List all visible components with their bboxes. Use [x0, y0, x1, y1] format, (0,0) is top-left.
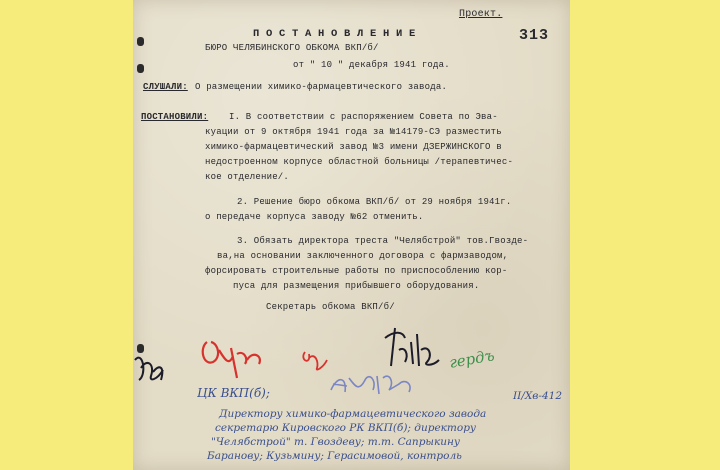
document-date: от " 10 " декабря 1941 года.: [293, 60, 450, 70]
heard-label: СЛУШАЛИ:: [143, 82, 188, 92]
paragraph-line: форсировать строительные работы по приспособлению кор-: [205, 266, 508, 276]
signature-red-small: [303, 352, 327, 370]
document-subtitle: БЮРО ЧЕЛЯБИНСКОГО ОБКОМА ВКП/б/: [205, 43, 379, 53]
draft-label: Проект.: [459, 9, 503, 20]
paragraph-line: 2. Решение бюро обкома ВКП/б/ от 29 ноября 1941г.: [237, 197, 512, 207]
paragraph-line: куации от 9 октября 1941 года за №14179-СЭ разместить: [205, 127, 502, 137]
handwritten-line: Директору химико-фармацевтического завода: [219, 408, 487, 420]
signature-red: [203, 342, 260, 378]
signature-black-left: [135, 358, 163, 380]
paragraph-line: химико-фармацевтический завод №3 имени ДЗЕРЖИНСКОГО в: [205, 142, 502, 152]
resolved-label: ПОСТАНОВИЛИ:: [141, 112, 209, 122]
binding-hole: [137, 37, 144, 46]
signature-line: Секретарь обкома ВКП/б/: [266, 302, 395, 312]
document-number: 313: [519, 27, 550, 44]
handwritten-line: Баранову; Кузьмину; Герасимовой, контроль: [207, 450, 462, 462]
paragraph-line: 3. Обязать директора треста "Челябстрой" тов.Гвозде-: [237, 236, 529, 246]
signature-blue-faint: [331, 376, 410, 394]
signature-blue-black: [385, 328, 439, 366]
paragraph-line: о передаче корпуса заводу №62 отменить.: [205, 212, 424, 222]
paragraph-line: ва,на основании заключенного договора с фармзаводом,: [217, 251, 509, 261]
signature-green: гердъ: [447, 346, 496, 372]
handwritten-addressee: ЦК ВКП(б);: [197, 386, 270, 400]
paragraph-line: пуса для размещения прибывшего оборудования.: [233, 281, 480, 291]
binding-hole: [137, 64, 144, 73]
handwritten-ref: II/Хв-412: [513, 390, 563, 402]
heard-text: О размещении химико-фармацевтического завода.: [195, 82, 448, 92]
document-sheet: [133, 0, 570, 470]
paragraph-line: I. В соответствии с распоряжением Совета по Эва-: [229, 112, 498, 122]
paragraph-line: недостроенном корпусе областной больницы /терапевтичес-: [205, 157, 514, 167]
document-title: П О С Т А Н О В Л Е Н И Е: [253, 28, 416, 40]
paragraph-line: кое отделение/.: [205, 172, 290, 182]
handwritten-line: "Челябстрой" т. Гвоздеву; т.т. Сапрыкину: [211, 436, 461, 448]
handwritten-line: секретарю Кировского РК ВКП(б); директору: [215, 422, 477, 434]
